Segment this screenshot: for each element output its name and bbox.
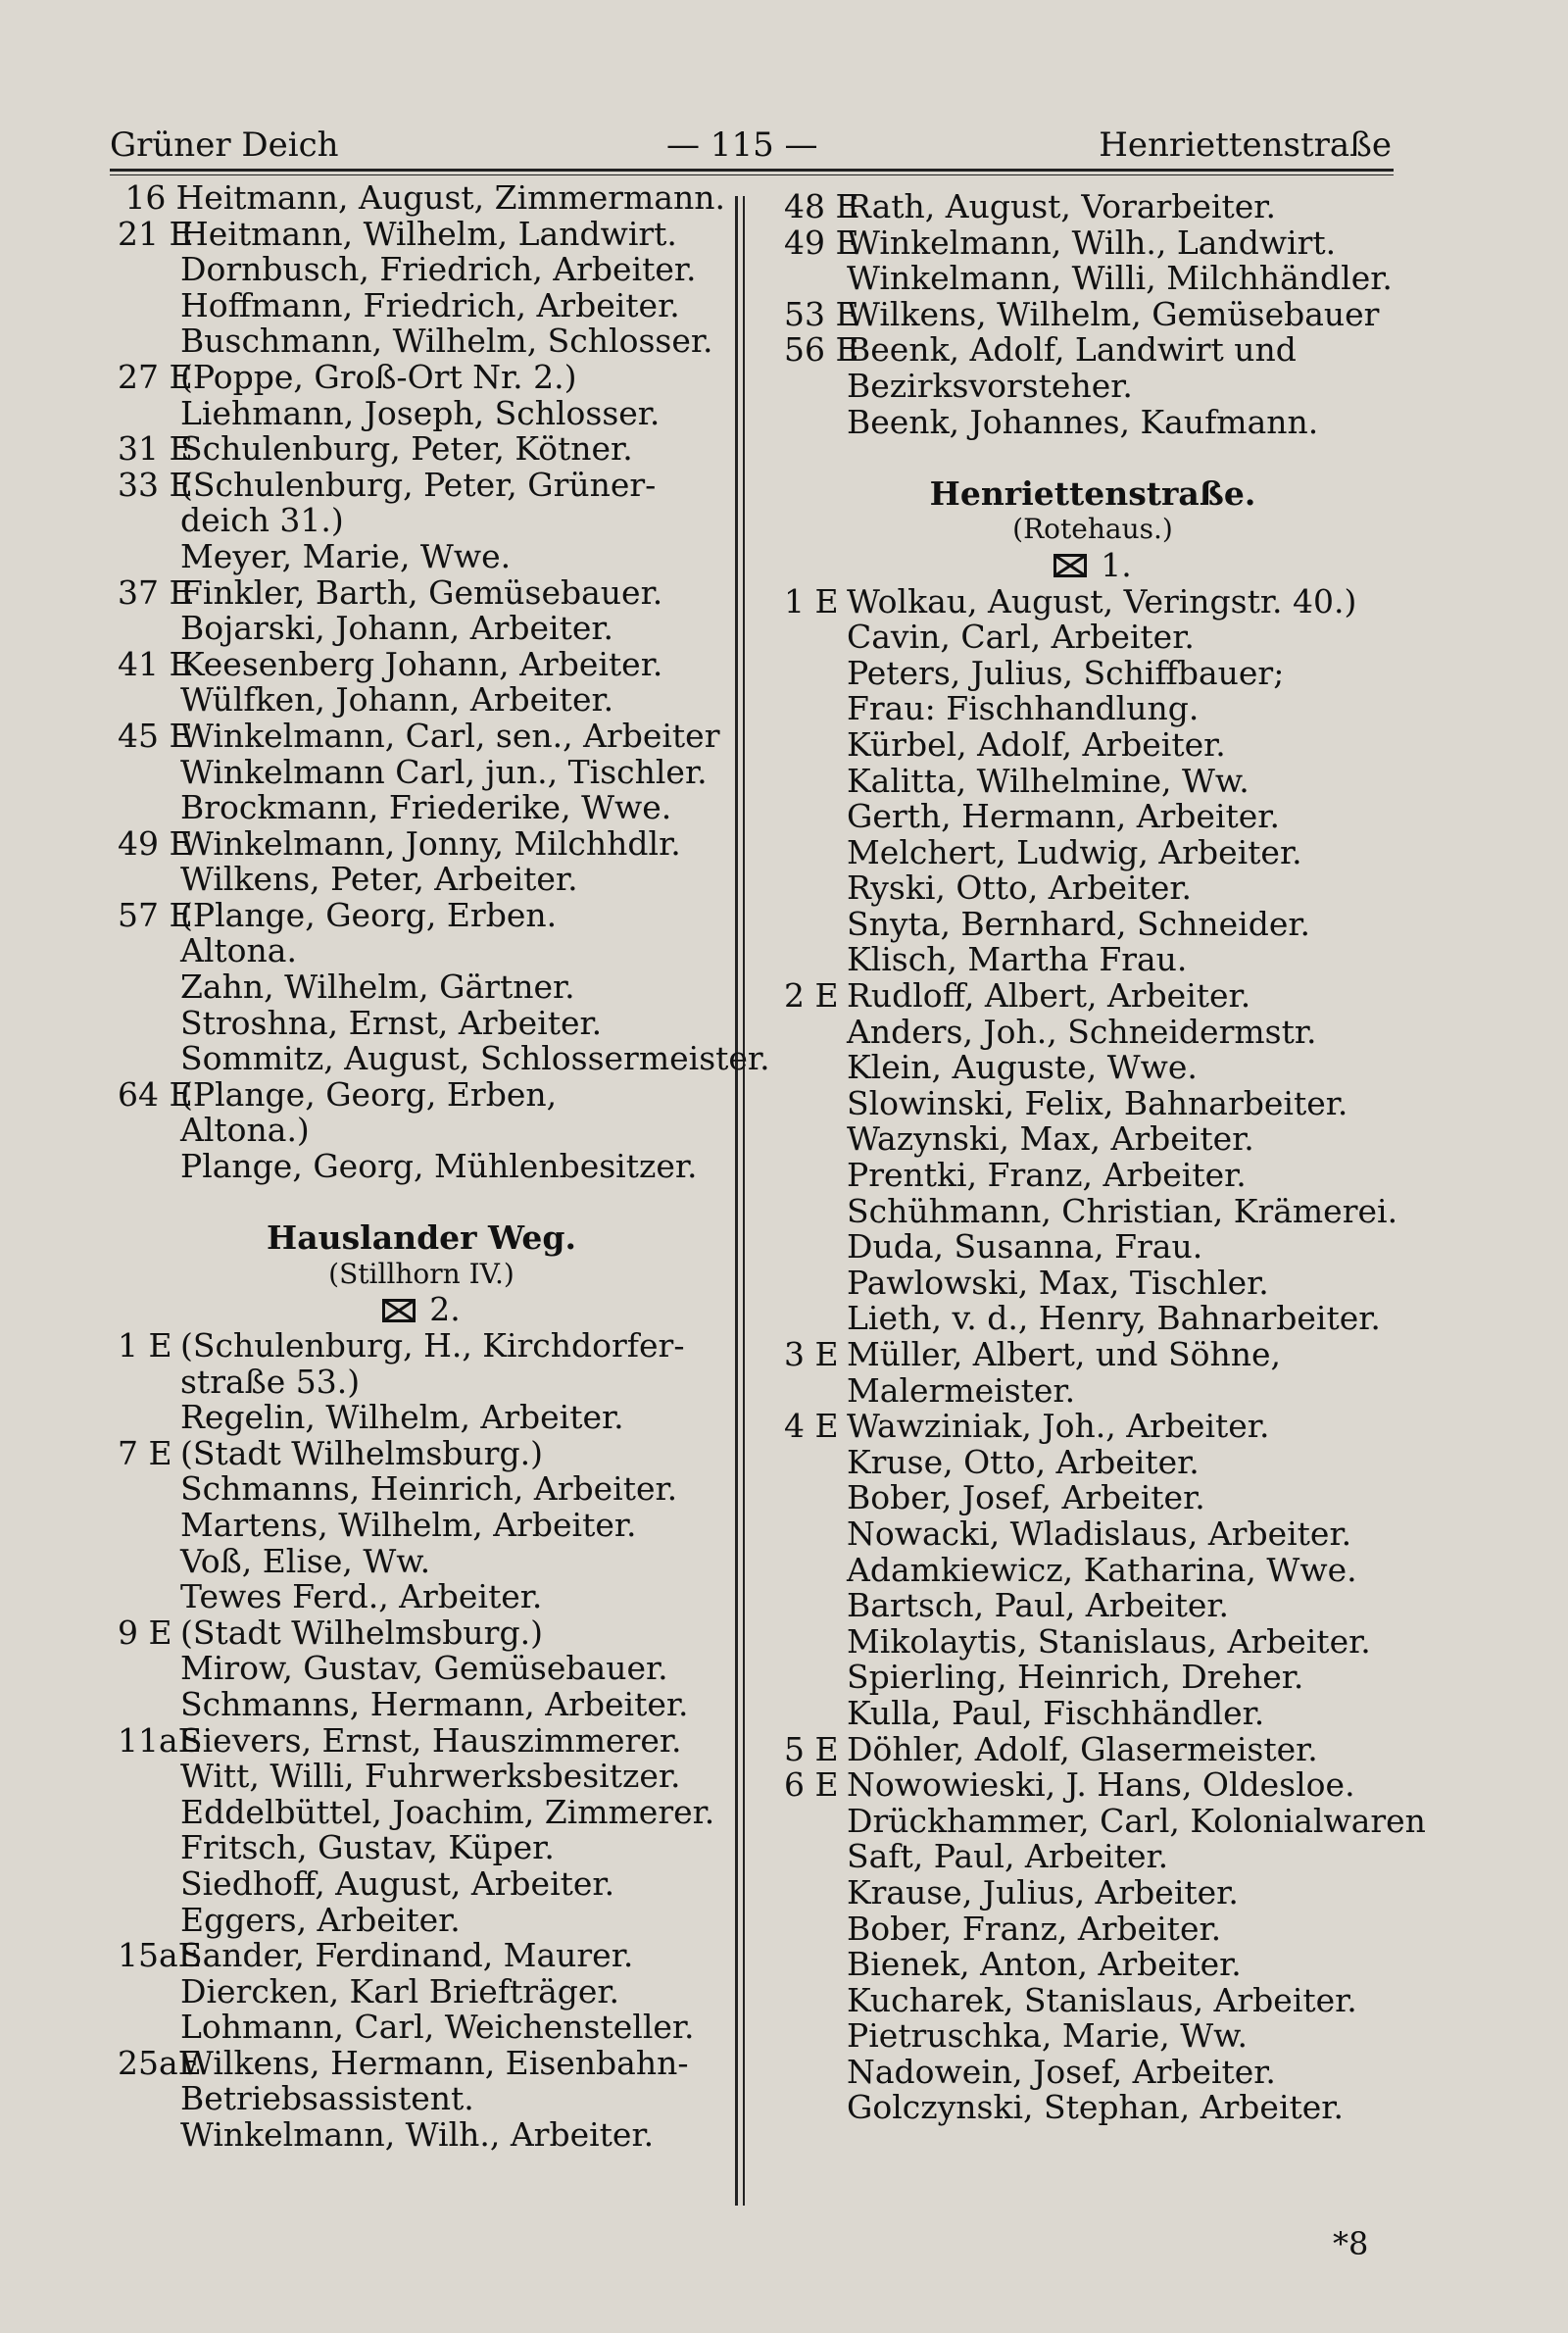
resident-text: Kruse, Otto, Arbeiter. [847,1442,1200,1481]
resident-text: Diercken, Karl Briefträger. [180,1971,620,2010]
directory-entry [784,724,1401,764]
left-entries [118,178,770,1186]
street-subheading-henriettenstrasse: (Rotehaus.) [1012,513,1173,546]
directory-entry [118,2081,725,2117]
resident-text: Nadowein, Josef, Arbeiter. [847,2052,1276,2091]
resident-text: Fritsch, Gustav, Küper. [180,1828,555,1867]
resident-text: Frau: Fischhandlung. [847,689,1200,728]
directory-entry [784,1767,1401,1804]
directory-entry [784,653,1401,692]
directory-entry [784,1409,1401,1445]
resident-text: Golczynski, Stephan, Arbeiter. [847,2088,1344,2127]
directory-entry [118,969,725,1006]
resident-text: straße 53.) [180,1362,361,1401]
directory-entry [118,1900,725,1939]
resident-text: Duda, Susanna, Frau. [847,1227,1203,1266]
directory-entry [784,620,1401,656]
directory-entry [118,895,725,934]
resident-text: Finkler, Barth, Gemüsebauer. [180,572,663,612]
resident-text: (Plange, Georg, Erben, [180,1074,558,1114]
directory-entry [784,332,1401,369]
resident-text: Kucharek, Stanislaus, Arbeiter. [847,1980,1357,2019]
directory-entry [118,1400,725,1436]
house-number: 41 E [118,644,193,683]
resident-text: Gerth, Hermann, Arbeiter. [847,797,1280,836]
directory-entry [784,1729,1401,1768]
resident-text: Altona.) [180,1111,310,1150]
resident-text: Schmanns, Hermann, Arbeiter. [180,1684,689,1723]
envelope-icon [382,1299,416,1322]
house-number: 48 E [784,187,859,225]
directory-entry [784,761,1401,800]
house-number: 25aE [118,2043,202,2082]
resident-text: Schühmann, Christian, Krämerei. [847,1191,1398,1230]
directory-entry [784,1550,1401,1589]
resident-text: deich 31.) [180,501,344,540]
house-number: 6 E [784,1765,839,1805]
directory-entry [118,752,725,791]
house-number: 49 E [118,823,193,863]
resident-text: Witt, Willi, Fuhrwerksbesitzer. [180,1757,681,1796]
header-rule [110,169,1394,172]
resident-text: Ryski, Otto, Arbeiter. [847,869,1193,908]
street-heading-henriettenstrasse: Henriettenstraße. [929,473,1256,513]
directory-entry [118,572,725,612]
directory-entry [784,189,1401,225]
resident-text: Cavin, Carl, Arbeiter. [847,618,1195,657]
resident-text: Liehmann, Joseph, Schlosser. [180,393,661,432]
directory-entry [784,1158,1401,1194]
resident-text: (Poppe, Groß-Ort Nr. 2.) [180,357,577,396]
resident-text: Meyer, Marie, Wwe. [180,536,512,575]
directory-entry [118,1433,725,1472]
house-number: 11aE [118,1720,202,1760]
resident-text: (Plange, Georg, Erben. [180,895,558,934]
directory-entry [784,1872,1401,1911]
resident-text: Zahn, Wilhelm, Gärtner. [180,968,575,1007]
directory-entry [118,1684,725,1723]
directory-entry [118,431,725,468]
resident-text: Keesenberg Johann, Arbeiter. [180,644,663,683]
house-number: 2 E [784,976,839,1016]
directory-entry [118,252,725,288]
directory-entry [784,1693,1401,1732]
house-number: 15aE [118,1936,202,1975]
envelope-icon [1054,554,1087,577]
resident-text: (Schulenburg, H., Kirchdorfer- [180,1326,685,1365]
directory-entry [118,503,725,539]
resident-text: Sommitz, August, Schlossermeister. [180,1039,770,1078]
directory-entry [118,1471,725,1508]
directory-entry [784,366,1401,405]
directory-entry [784,1442,1401,1481]
right-column [784,187,1426,2127]
directory-entry [784,1370,1401,1410]
directory-entry [118,862,725,898]
resident-text: Nowowieski, J. Hans, Oldesloe. [847,1765,1355,1805]
resident-text: Müller, Albert, und Söhne, [847,1335,1281,1373]
resident-text: Kalitta, Wilhelmine, Ww. [847,761,1250,800]
resident-text: Wilkens, Hermann, Eisenbahn- [180,2043,689,2082]
directory-entry [784,1516,1401,1553]
directory-entry [784,832,1401,871]
house-number: 31 E [118,429,193,469]
directory-entry [784,691,1401,727]
page-number: — 115 — [666,125,818,165]
house-number: 49 E [784,223,859,262]
directory-entry [118,2117,725,2154]
resident-text: Eggers, Arbeiter. [180,1900,461,1939]
resident-text: Buschmann, Wilhelm, Schlosser. [180,322,713,361]
house-number: 4 E [784,1407,839,1446]
directory-entry [784,799,1401,835]
directory-entry [118,285,725,324]
house-number: 53 E [784,294,859,333]
directory-entry [118,1541,725,1580]
directory-entry [118,536,725,575]
directory-entry [784,978,1401,1015]
resident-text: Voß, Elise, Ww. [180,1541,431,1580]
directory-entry [784,2018,1401,2055]
directory-entry [784,904,1401,943]
directory-entry [784,1012,1401,1051]
resident-text: Bojarski, Johann, Arbeiter. [180,609,614,648]
resident-text: Mirow, Gustav, Gemüsebauer. [180,1649,668,1688]
resident-text: Slowinski, Felix, Bahnarbeiter. [847,1083,1348,1122]
postal-district-henriettenstrasse [1054,545,1132,584]
column-divider-2 [743,196,745,2206]
resident-text: Beenk, Johannes, Kaufmann. [847,402,1319,441]
directory-entry [784,1191,1401,1230]
directory-entry [118,1971,725,2010]
resident-text: Malermeister. [847,1370,1076,1410]
directory-entry [784,1660,1401,1696]
directory-entry [118,465,725,504]
resident-text: Melchert, Ludwig, Arbeiter. [847,832,1302,871]
resident-text: Dornbusch, Friedrich, Arbeiter. [180,250,697,289]
street-subheading-hauslander: (Stillhorn IV.) [328,1257,514,1290]
resident-text: Winkelmann, Jonny, Milchhdlr. [180,823,681,863]
directory-entry [784,1588,1401,1624]
house-number: 21 E [118,214,193,253]
directory-entry [118,214,725,253]
directory-entry [118,2043,725,2082]
directory-entry [784,1911,1401,1948]
left-column [118,178,770,2155]
directory-entry [784,261,1401,297]
resident-text: Siedhoff, August, Arbeiter. [180,1863,615,1903]
house-number: 3 E [784,1335,839,1373]
resident-text: Heitmann, August, Zimmermann. [175,178,725,217]
directory-entry [784,1947,1401,1983]
directory-entry [784,581,1401,620]
directory-entry [118,1579,725,1615]
resident-text: Bober, Josef, Arbeiter. [847,1478,1205,1517]
resident-text: Winkelmann, Wilh., Arbeiter. [180,2115,655,2155]
postal-district-number: 2. [429,1290,461,1329]
directory-entry [784,1621,1401,1661]
resident-text: Wawziniak, Joh., Arbeiter. [847,1407,1270,1446]
directory-entry [784,294,1401,333]
house-number: 16 [124,178,167,217]
resident-text: Plange, Georg, Mühlenbesitzer. [180,1147,698,1186]
directory-entry [118,1003,725,1042]
resident-text: Prentki, Franz, Arbeiter. [847,1156,1247,1195]
directory-entry [118,1328,725,1365]
directory-entry [784,1050,1401,1086]
house-number: 45 E [118,716,193,755]
resident-text: Anders, Joh., Schneidermstr. [847,1012,1317,1051]
header-rule-thin [110,174,1394,175]
right-entries-2 [784,581,1426,2127]
column-divider [735,196,738,2206]
resident-text: Bezirksvorsteher. [847,366,1133,405]
directory-entry [118,1113,725,1149]
resident-text: Winkelmann Carl, jun., Tischler. [180,752,708,791]
directory-entry [118,716,725,755]
directory-entry [784,1263,1401,1302]
house-number: 27 E [118,357,193,396]
directory-entry [784,1480,1401,1516]
resident-text: Lieth, v. d., Henry, Bahnarbeiter. [847,1299,1381,1338]
directory-entry [118,1720,725,1760]
signature-mark: *8 [1333,2225,1369,2262]
directory-entry [784,1121,1401,1158]
directory-entry [784,225,1401,262]
resident-text: Kürbel, Adolf, Arbeiter. [847,724,1226,764]
resident-text: Winkelmann, Wilh., Landwirt. [847,223,1337,262]
directory-entry [118,644,725,683]
resident-text: Winkelmann, Willi, Milchhändler. [847,259,1393,298]
resident-text: Klein, Auguste, Wwe. [847,1048,1198,1087]
directory-entry [784,2090,1401,2126]
directory-entry [118,1830,725,1866]
postal-district-number: 1. [1101,545,1132,584]
directory-entry [784,1980,1401,2019]
running-head-right: Henriettenstraße [1099,125,1392,165]
house-number: 33 E [118,465,193,504]
resident-text: Heitmann, Wilhelm, Landwirt. [180,214,677,253]
resident-text: Snyta, Bernhard, Schneider. [847,904,1311,943]
directory-entry [118,823,725,863]
resident-text: (Schulenburg, Peter, Grüner- [180,465,657,504]
resident-text: (Stadt Wilhelmsburg.) [180,1433,543,1472]
house-number: 37 E [118,572,193,612]
resident-text: Pawlowski, Max, Tischler. [847,1263,1269,1302]
resident-text: Rudloff, Albert, Arbeiter. [847,976,1251,1016]
resident-text: Tewes Ferd., Arbeiter. [180,1577,543,1616]
directory-entry [118,1362,725,1401]
resident-text: Hoffmann, Friedrich, Arbeiter. [180,285,680,324]
resident-text: Saft, Paul, Arbeiter. [847,1837,1169,1876]
directory-entry [118,1792,725,1831]
directory-entry [118,1651,725,1687]
resident-text: Peters, Julius, Schiffbauer; [847,653,1285,692]
resident-text: Sander, Ferdinand, Maurer. [180,1936,634,1975]
right-entries [784,189,1401,440]
resident-text: Beenk, Adolf, Landwirt und [847,330,1297,370]
directory-entry [118,1149,725,1185]
directory-entry [118,180,725,217]
directory-entry [784,1839,1401,1875]
house-number: 9 E [118,1613,172,1652]
directory-entry [118,357,725,396]
directory-entry [118,1938,725,1974]
resident-text: Mikolaytis, Stanislaus, Arbeiter. [847,1621,1371,1661]
directory-entry [784,2052,1401,2091]
resident-text: Spierling, Heinrich, Dreher. [847,1658,1304,1697]
resident-text: Drückhammer, Carl, Kolonialwaren [847,1801,1426,1840]
resident-text: Bartsch, Paul, Arbeiter. [847,1586,1230,1625]
directory-entry [118,1863,725,1903]
resident-text: Kulla, Paul, Fischhändler. [847,1693,1265,1732]
directory-entry [118,1759,725,1795]
directory-entry [118,790,725,826]
directory-entry [118,611,725,647]
directory-entry [118,933,725,969]
resident-text: Sievers, Ernst, Hauszimmerer. [180,1720,682,1760]
directory-entry [784,1337,1401,1373]
resident-text: Brockmann, Friederike, Wwe. [180,788,672,827]
directory-entry [784,1301,1401,1337]
directory-entry [784,942,1401,978]
directory-entry [118,1074,725,1114]
directory-entry [784,1083,1401,1122]
running-head-left: Grüner Deich [110,125,339,165]
house-number: 64 E [118,1074,193,1114]
directory-entry [118,1615,725,1652]
resident-text: Martens, Wilhelm, Arbeiter. [180,1505,637,1544]
resident-text: Krause, Julius, Arbeiter. [847,1872,1239,1911]
resident-text: Lohmann, Carl, Weichensteller. [180,2008,695,2047]
directory-entry [118,682,725,719]
resident-text: Döhler, Adolf, Glasermeister. [847,1729,1318,1768]
directory-entry [118,2010,725,2046]
resident-text: Nowacki, Wladislaus, Arbeiter. [847,1514,1352,1553]
directory-entry [784,402,1401,441]
resident-text: Wülfken, Johann, Arbeiter. [180,680,614,720]
resident-text: (Stadt Wilhelmsburg.) [180,1613,543,1652]
directory-entry [118,1039,770,1078]
resident-text: Wilkens, Peter, Arbeiter. [180,860,578,899]
directory-entry [118,323,725,360]
house-number: 7 E [118,1433,172,1472]
directory-entry [784,870,1401,907]
directory-entry [118,1505,725,1544]
directory-entry [784,1801,1426,1840]
resident-text: Rath, August, Vorarbeiter. [847,187,1276,225]
resident-text: Wazynski, Max, Arbeiter. [847,1119,1254,1159]
resident-text: Stroshna, Ernst, Arbeiter. [180,1003,603,1042]
resident-text: Adamkiewicz, Katharina, Wwe. [847,1550,1357,1589]
postal-district-hauslander [382,1292,461,1328]
house-number: 5 E [784,1729,839,1768]
resident-text: Schmanns, Heinrich, Arbeiter. [180,1469,678,1509]
resident-text: Schulenburg, Peter, Kötner. [180,429,633,469]
resident-text: Bober, Franz, Arbeiter. [847,1909,1222,1948]
resident-text: Altona. [180,931,297,970]
resident-text: Eddelbüttel, Joachim, Zimmerer. [180,1792,715,1831]
directory-entry [118,393,725,432]
house-number: 1 E [784,581,839,620]
left-entries-2 [118,1328,725,2154]
house-number: 56 E [784,330,859,370]
resident-text: Betriebsassistent. [180,2079,474,2118]
street-heading-hauslander: Hauslander Weg. [267,1218,576,1258]
resident-text: Wolkau, August, Veringstr. 40.) [847,581,1357,620]
house-number: 57 E [118,895,193,934]
directory-entry [784,1229,1401,1266]
resident-text: Pietruschka, Marie, Ww. [847,2016,1248,2056]
resident-text: Bienek, Anton, Arbeiter. [847,1945,1242,1984]
resident-text: Wilkens, Wilhelm, Gemüsebauer [847,294,1380,333]
resident-text: Regelin, Wilhelm, Arbeiter. [180,1398,624,1437]
resident-text: Winkelmann, Carl, sen., Arbeiter [180,716,720,755]
house-number: 1 E [118,1326,172,1365]
resident-text: Klisch, Martha Frau. [847,940,1188,979]
